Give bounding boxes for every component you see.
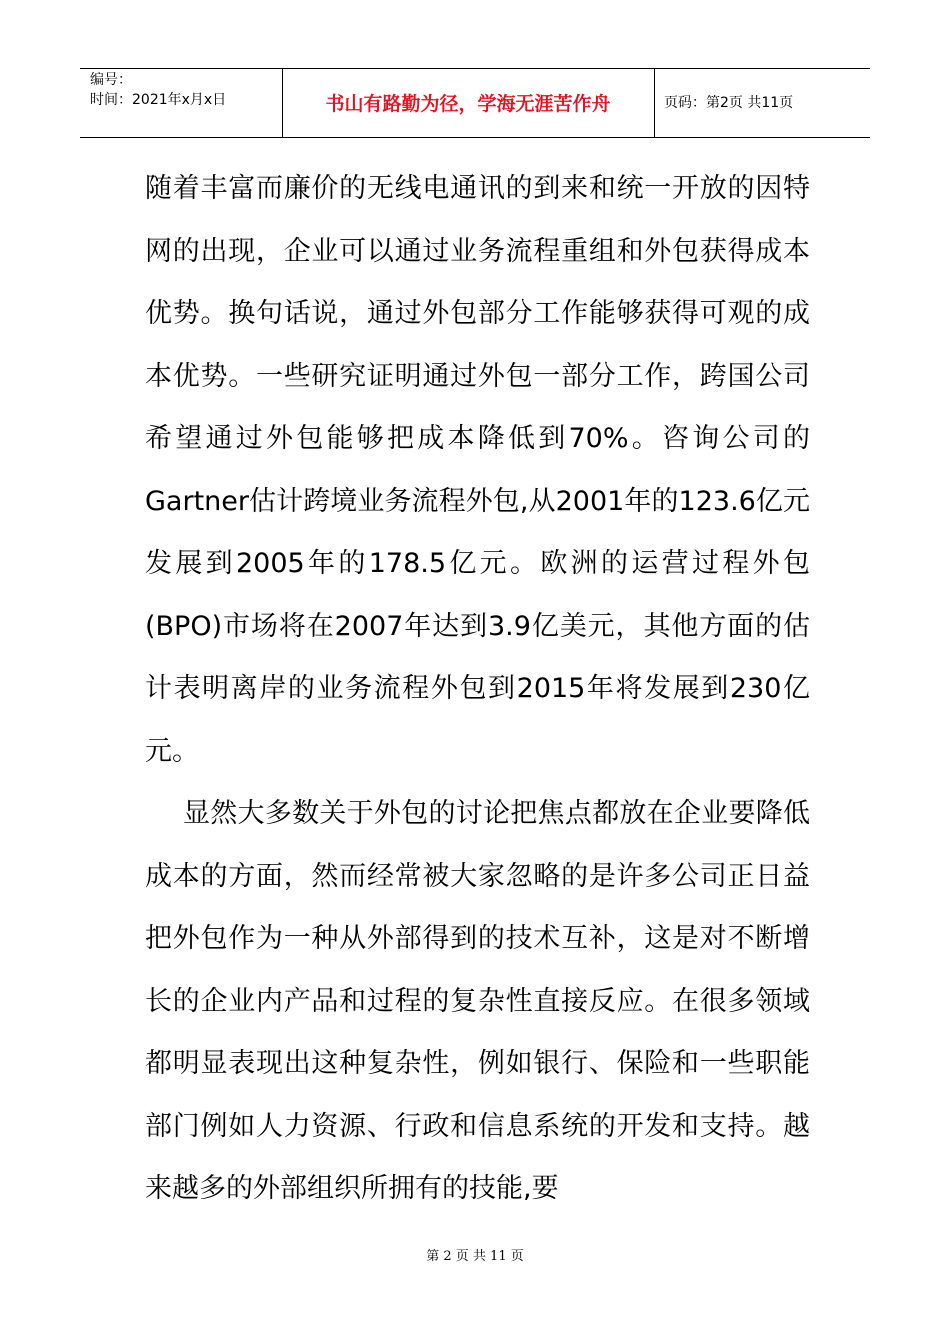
time-label: 时间：2021年x月x日 — [90, 92, 227, 108]
number-label: 编号： — [90, 72, 132, 88]
header-motto-cell — [282, 69, 655, 137]
page-footer: 第 2 页 共 11 页 — [426, 1249, 524, 1264]
paragraph-2: 显然大多数关于外包的讨论把焦点都放在企业要降低成本的方面，然而经常被大家忽略的是许多公司正日益把外包作为一种从外部得到的技术互补，这是对不断增长的企业内产品和过程的复杂性直接反应。在很多领域都明显表现出这种复杂性，例如银行、保险和一些职能部门例如人力资源、行政和信息系统的开发和支持。越来越多的外部组织所拥有的技能,要 — [145, 798, 810, 1204]
header-page-cell — [655, 69, 870, 137]
document-body — [145, 158, 810, 1221]
motto: 书山有路勤为径，学海无涯苦作舟 — [325, 93, 611, 115]
page-header — [80, 68, 870, 138]
header-meta-cell — [80, 69, 283, 137]
paragraph-1: 随着丰富而廉价的无线电通讯的到来和统一开放的因特网的出现，企业可以通过业务流程重组和外包获得成本优势。换句话说，通过外包部分工作能够获得可观的成本优势。一些研究证明通过外包一部分工作，跨国公司希望通过外包能够把成本降低到70%。咨询公司的Gartner估计跨境业务流程外包,从2001年的123.6亿元发展到2005年的178.5亿元。欧洲的运营过程外包(BPO)市场将在2007年达到3.9亿美元，其他方面的估计表明离岸的业务流程外包到2015年将发展到230亿元。 — [145, 173, 810, 767]
header-page-info: 页码：第2页 共11页 — [664, 95, 794, 111]
